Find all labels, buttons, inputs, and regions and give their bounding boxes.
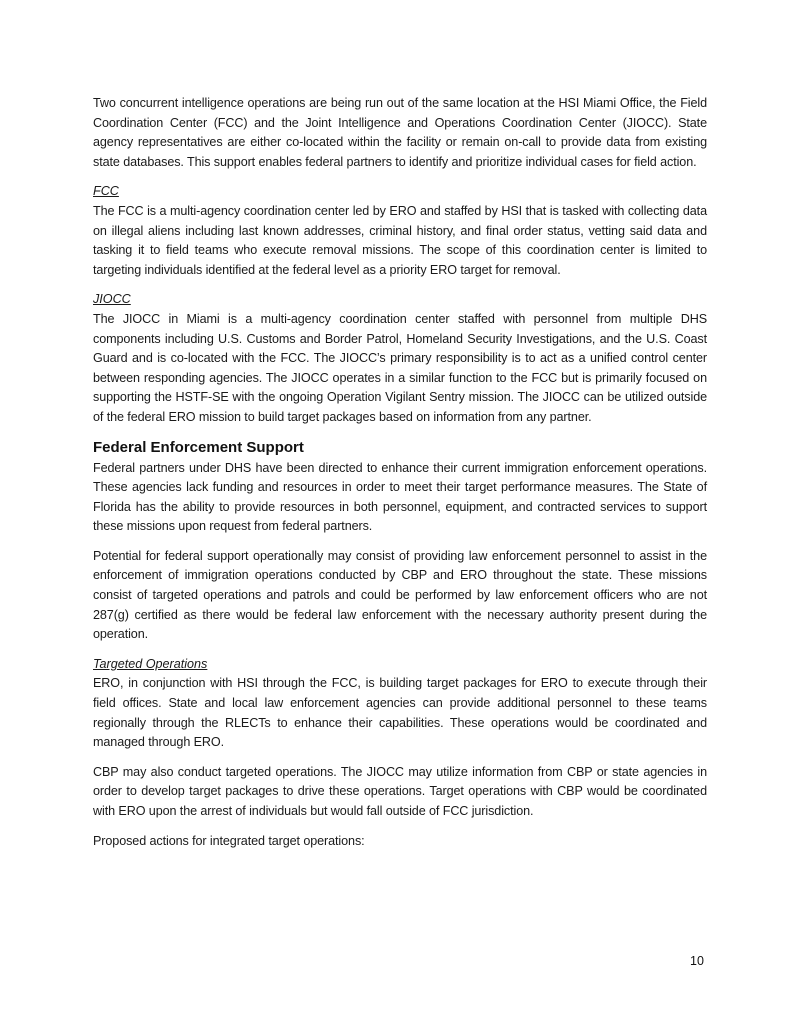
fcc-section — [93, 182, 707, 280]
document-page — [93, 94, 707, 861]
fcc-subheading: FCC — [93, 184, 119, 199]
targeted-operations-paragraph-1: ERO, in conjunction with HSI through the FCC, is building target packages for ERO to execute through their field offices. State and local law enforcement agencies can provide additional personnel to these teams regionally through the RLECTs to enhance their capabilities. These operations would be coordinated and managed through ERO. — [93, 676, 707, 750]
fcc-paragraph: The FCC is a multi-agency coordination center led by ERO and staffed by HSI that is tasked with collecting data on illegal aliens including last known addresses, criminal history, and final order status, vetting said data and tasking it to field teams who execute removal missions. The scope of this coordination center is limited to targeting individuals identified at the federal level as a priority ERO target for removal. — [93, 203, 707, 277]
targeted-operations-subheading: Targeted Operations — [93, 656, 208, 671]
intro-paragraph: Two concurrent intelligence operations are being run out of the same location at the HSI Miami Office, the Field Coordination Center (FCC) and the Joint Intelligence and Operations Coordination Center (JIOCC). State agency representatives are either co-located within the facility or remain on-call to provide data from existing state databases. This support enables federal partners to identify and prioritize individual cases for field action. — [93, 96, 707, 169]
page-number: 10 — [690, 954, 704, 968]
section-heading: Federal Enforcement Support — [93, 438, 304, 456]
targeted-operations-section — [93, 655, 707, 851]
jiocc-subheading: JIOCC — [93, 292, 131, 307]
support-paragraph-2: Potential for federal support operationally may consist of providing law enforcement personnel to assist in the enforcement of immigration operations conducted by CBP and ERO throughout the state. These missions consist of targeted operations and patrols and could be performed by law enforcement officers who are not 287(g) certified as there would be federal law enforcement with the necessary authority present during the operation. — [93, 548, 707, 642]
support-paragraph-1: Federal partners under DHS have been directed to enhance their current immigration enforcement operations. These agencies lack funding and resources in order to meet their target performance measures. The State of Florida has the ability to provide resources in both personnel, equipment, and contracted services to support these missions upon request from federal partners. — [93, 460, 707, 534]
federal-enforcement-support-section — [93, 438, 707, 645]
targeted-operations-paragraph-2: CBP may also conduct targeted operations. The JIOCC may utilize information from CBP or state agencies in order to develop target packages to drive these operations. Target operations with CBP would be coordinated with ERO upon the arrest of individuals but would fall outside of FCC jurisdiction. — [93, 764, 707, 818]
proposed-actions-lead: Proposed actions for integrated target operations: — [93, 833, 365, 848]
jiocc-paragraph: The JIOCC in Miami is a multi-agency coordination center staffed with personnel from multiple DHS components including U.S. Customs and Border Patrol, Homeland Security Investigations, and the U.S. Coast Guard and is co-located with the FCC. The JIOCC’s primary responsibility is to act as a unified control center between responding agencies. The JIOCC operates in a similar function to the FCC but is primarily focused on supporting the HSTF-SE with the ongoing Operation Vigilant Sentry mission. The JIOCC can be utilized outside of the federal ERO mission to build target packages based on information from any partner. — [93, 311, 707, 424]
jiocc-section — [93, 290, 707, 427]
